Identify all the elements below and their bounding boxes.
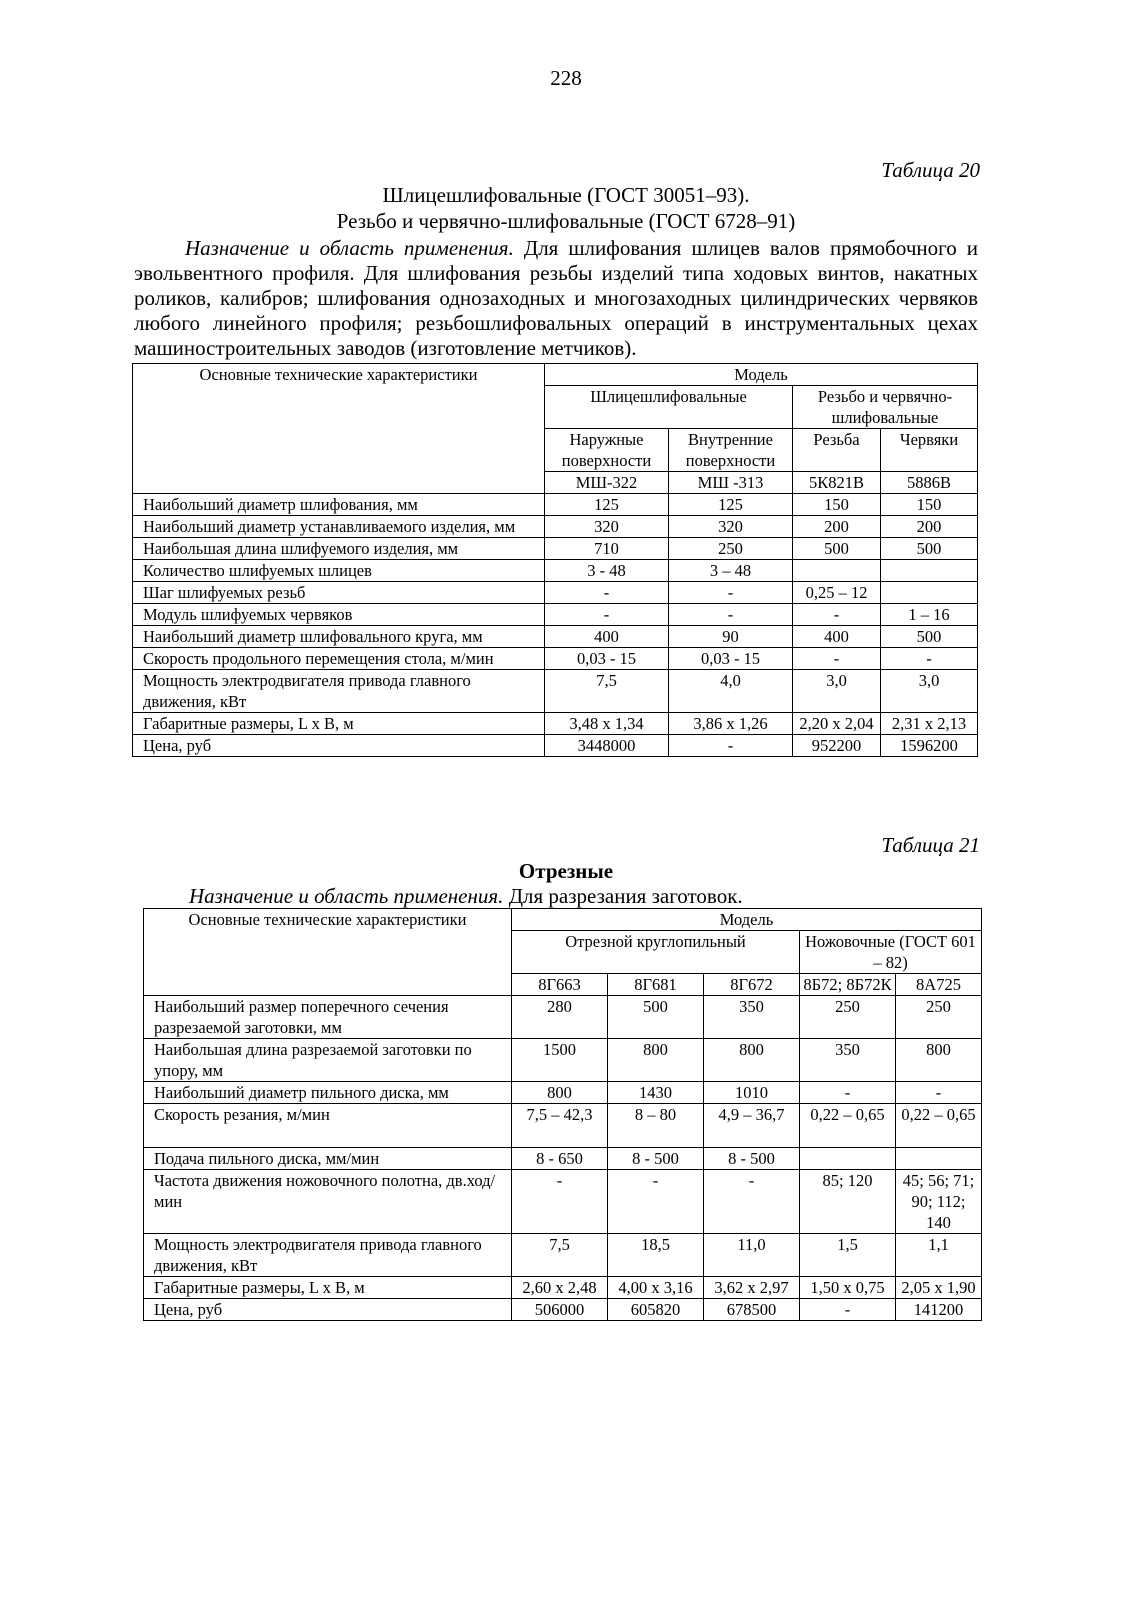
header-model-code: МШ-322	[545, 472, 669, 494]
row-value: -	[545, 604, 669, 626]
table-row	[144, 1039, 982, 1082]
row-value: 1 – 16	[881, 604, 978, 626]
row-label: Количество шлифуемых шлицев	[133, 560, 545, 582]
row-label: Наибольший диаметр шлифовального круга, мм	[133, 626, 545, 648]
header-sub-thread: Резьба	[793, 429, 881, 472]
row-value: 11,0	[704, 1234, 800, 1277]
row-value: 280	[512, 996, 608, 1039]
header-model-code: 5К821В	[793, 472, 881, 494]
row-label: Цена, руб	[144, 1299, 512, 1321]
table-20-label: Таблица 20	[881, 158, 980, 182]
row-value: -	[793, 648, 881, 670]
row-label: Цена, руб	[133, 735, 545, 757]
header-characteristics: Основные технические характеристики	[144, 909, 512, 996]
table-row	[144, 1104, 982, 1148]
row-value: 8 - 650	[512, 1148, 608, 1170]
row-value: 0,03 - 15	[669, 648, 793, 670]
row-value: 4,00 x 3,16	[608, 1277, 704, 1299]
row-value: -	[896, 1082, 982, 1104]
row-value: 500	[881, 538, 978, 560]
row-value	[881, 582, 978, 604]
row-value: 952200	[793, 735, 881, 757]
table-21	[143, 908, 982, 1321]
row-label: Частота движения ножовочного полотна, дв.ход/мин	[144, 1170, 512, 1234]
row-value: 125	[545, 494, 669, 516]
purpose-lead: Назначение и область применения.	[189, 884, 504, 908]
row-value: -	[608, 1170, 704, 1234]
row-value: 3,86 x 1,26	[669, 713, 793, 735]
row-value: -	[669, 735, 793, 757]
row-value: 3,62 x 2,97	[704, 1277, 800, 1299]
row-value: -	[793, 604, 881, 626]
table-row	[133, 538, 978, 560]
row-label: Шаг шлифуемых резьб	[133, 582, 545, 604]
row-value	[800, 1148, 896, 1170]
row-value: 800	[512, 1082, 608, 1104]
row-value: 2,60 x 2,48	[512, 1277, 608, 1299]
purpose-text: Для шлифования шлицев валов прямобочного и эвольвентного профиля. Для шлифования резьбы изделий типа ходовых винтов, накатных роликов, калибров; шлифования однозаходных и многозаходных цилиндрических червяков любого линейного профиля; резьбошлифовальных операций в инструментальных цехах машиностроительных заводов (изготовление метчиков).	[134, 236, 979, 360]
row-value	[793, 560, 881, 582]
row-value: 141200	[896, 1299, 982, 1321]
header-characteristics: Основные технические характеристики	[133, 364, 545, 494]
table-row	[144, 1148, 982, 1170]
table-row	[133, 494, 978, 516]
row-value: 0,22 – 0,65	[800, 1104, 896, 1148]
row-value: 1,1	[896, 1234, 982, 1277]
header-model-code: 5886В	[881, 472, 978, 494]
row-label: Наибольший диаметр пильного диска, мм	[144, 1082, 512, 1104]
header-group-hacksaw: Ножовочные (ГОСТ 601 – 82)	[800, 931, 982, 974]
table-row	[133, 582, 978, 604]
row-label: Мощность электродвигателя привода главного движения, кВт	[133, 670, 545, 713]
row-label: Наибольший диаметр шлифования, мм	[133, 494, 545, 516]
table-row	[133, 560, 978, 582]
row-value: 605820	[608, 1299, 704, 1321]
row-value: 250	[800, 996, 896, 1039]
table-row	[144, 1277, 982, 1299]
table-row	[144, 1082, 982, 1104]
row-value: 500	[608, 996, 704, 1039]
row-value: 85; 120	[800, 1170, 896, 1234]
row-value: 400	[545, 626, 669, 648]
row-value: 1010	[704, 1082, 800, 1104]
table-row	[133, 735, 978, 757]
row-value: 150	[881, 494, 978, 516]
row-value: 3,0	[881, 670, 978, 713]
row-value: 320	[669, 516, 793, 538]
row-label: Модуль шлифуемых червяков	[133, 604, 545, 626]
row-value: 800	[704, 1039, 800, 1082]
row-value: 1,5	[800, 1234, 896, 1277]
table-row	[133, 648, 978, 670]
row-value: 3 - 48	[545, 560, 669, 582]
table-21-label: Таблица 21	[881, 833, 980, 857]
row-value: 1596200	[881, 735, 978, 757]
row-label: Подача пильного диска, мм/мин	[144, 1148, 512, 1170]
row-value: -	[704, 1170, 800, 1234]
row-value: 500	[881, 626, 978, 648]
row-value: 1430	[608, 1082, 704, 1104]
row-value: 125	[669, 494, 793, 516]
row-value: 2,05 x 1,90	[896, 1277, 982, 1299]
row-value: 350	[704, 996, 800, 1039]
row-value: 1,50 x 0,75	[800, 1277, 896, 1299]
header-model-code: 8Г681	[608, 974, 704, 996]
table-row	[133, 604, 978, 626]
header-group-circular-saw: Отрезной круглопильный	[512, 931, 800, 974]
table-row	[144, 1234, 982, 1277]
row-value: -	[881, 648, 978, 670]
row-value: -	[669, 582, 793, 604]
row-value: 18,5	[608, 1234, 704, 1277]
row-value: 7,5	[512, 1234, 608, 1277]
row-value: 90	[669, 626, 793, 648]
row-value	[881, 560, 978, 582]
row-label: Габаритные размеры, L x B, м	[133, 713, 545, 735]
header-sub-inner: Внутренние поверхности	[669, 429, 793, 472]
table-20-title-line2: Резьбо и червячно-шлифовальные (ГОСТ 6728–91)	[336, 209, 796, 233]
row-value: 7,5	[545, 670, 669, 713]
row-label: Наибольшая длина шлифуемого изделия, мм	[133, 538, 545, 560]
table-row	[133, 670, 978, 713]
table-row	[133, 516, 978, 538]
header-model: Модель	[512, 909, 982, 931]
table-row	[144, 1170, 982, 1234]
row-value: 4,0	[669, 670, 793, 713]
row-value: 1500	[512, 1039, 608, 1082]
row-label: Скорость резания, м/мин	[144, 1104, 512, 1148]
row-value: 200	[793, 516, 881, 538]
row-value: 500	[793, 538, 881, 560]
table-row	[144, 996, 982, 1039]
table-21-purpose	[134, 884, 978, 909]
purpose-lead: Назначение и область применения.	[185, 236, 514, 260]
header-group-thread: Резьбо и червячно-шлифовальные	[793, 386, 978, 429]
table-row	[133, 713, 978, 735]
row-value: -	[800, 1082, 896, 1104]
header-model: Модель	[545, 364, 978, 386]
row-value: 8 - 500	[704, 1148, 800, 1170]
row-value: -	[669, 604, 793, 626]
row-label: Наибольший диаметр устанавливаемого изделия, мм	[133, 516, 545, 538]
row-value: 200	[881, 516, 978, 538]
row-value: 400	[793, 626, 881, 648]
row-value: 8 - 500	[608, 1148, 704, 1170]
row-value: 3 – 48	[669, 560, 793, 582]
row-value: 45; 56; 71; 90; 112; 140	[896, 1170, 982, 1234]
row-label: Наибольшая длина разрезаемой заготовки по упору, мм	[144, 1039, 512, 1082]
purpose-text: Для разрезания заготовок.	[503, 884, 743, 908]
row-label: Наибольший размер поперечного сечения разрезаемой заготовки, мм	[144, 996, 512, 1039]
table-row	[144, 1299, 982, 1321]
row-value: 800	[896, 1039, 982, 1082]
header-sub-worm: Червяки	[881, 429, 978, 472]
row-value: 7,5 – 42,3	[512, 1104, 608, 1148]
row-value: -	[800, 1299, 896, 1321]
row-value: 8 – 80	[608, 1104, 704, 1148]
header-model-code: 8А725	[896, 974, 982, 996]
row-value: 320	[545, 516, 669, 538]
table-20	[132, 363, 978, 757]
row-value: -	[512, 1170, 608, 1234]
row-value: 2,20 x 2,04	[793, 713, 881, 735]
table-20-purpose	[134, 236, 978, 361]
row-value: 250	[896, 996, 982, 1039]
row-value: 678500	[704, 1299, 800, 1321]
row-value: 4,9 – 36,7	[704, 1104, 800, 1148]
row-value: 3448000	[545, 735, 669, 757]
table-21-title: Отрезные	[518, 859, 614, 883]
row-value	[896, 1148, 982, 1170]
row-value: 0,03 - 15	[545, 648, 669, 670]
row-value: 2,31 x 2,13	[881, 713, 978, 735]
row-value: 0,25 – 12	[793, 582, 881, 604]
header-model-code: 8Г663	[512, 974, 608, 996]
table-20-title-line1: Шлицешлифовальные (ГОСТ 30051–93).	[382, 183, 750, 207]
row-value: 800	[608, 1039, 704, 1082]
row-value: 350	[800, 1039, 896, 1082]
header-model-code: 8Г672	[704, 974, 800, 996]
row-value: 3,48 x 1,34	[545, 713, 669, 735]
row-value: 3,0	[793, 670, 881, 713]
header-group-spline: Шлицешлифовальные	[545, 386, 793, 429]
row-value: 710	[545, 538, 669, 560]
row-label: Мощность электродвигателя привода главного движения, кВт	[144, 1234, 512, 1277]
header-model-code: МШ -313	[669, 472, 793, 494]
header-model-code: 8Б72; 8Б72К	[800, 974, 896, 996]
table-row	[133, 626, 978, 648]
row-label: Габаритные размеры, L x B, м	[144, 1277, 512, 1299]
row-label: Скорость продольного перемещения стола, м/мин	[133, 648, 545, 670]
header-sub-outer: Наружные поверхности	[545, 429, 669, 472]
page-number: 228	[550, 66, 582, 90]
row-value: 250	[669, 538, 793, 560]
row-value: 150	[793, 494, 881, 516]
row-value: 0,22 – 0,65	[896, 1104, 982, 1148]
row-value: 506000	[512, 1299, 608, 1321]
row-value: -	[545, 582, 669, 604]
